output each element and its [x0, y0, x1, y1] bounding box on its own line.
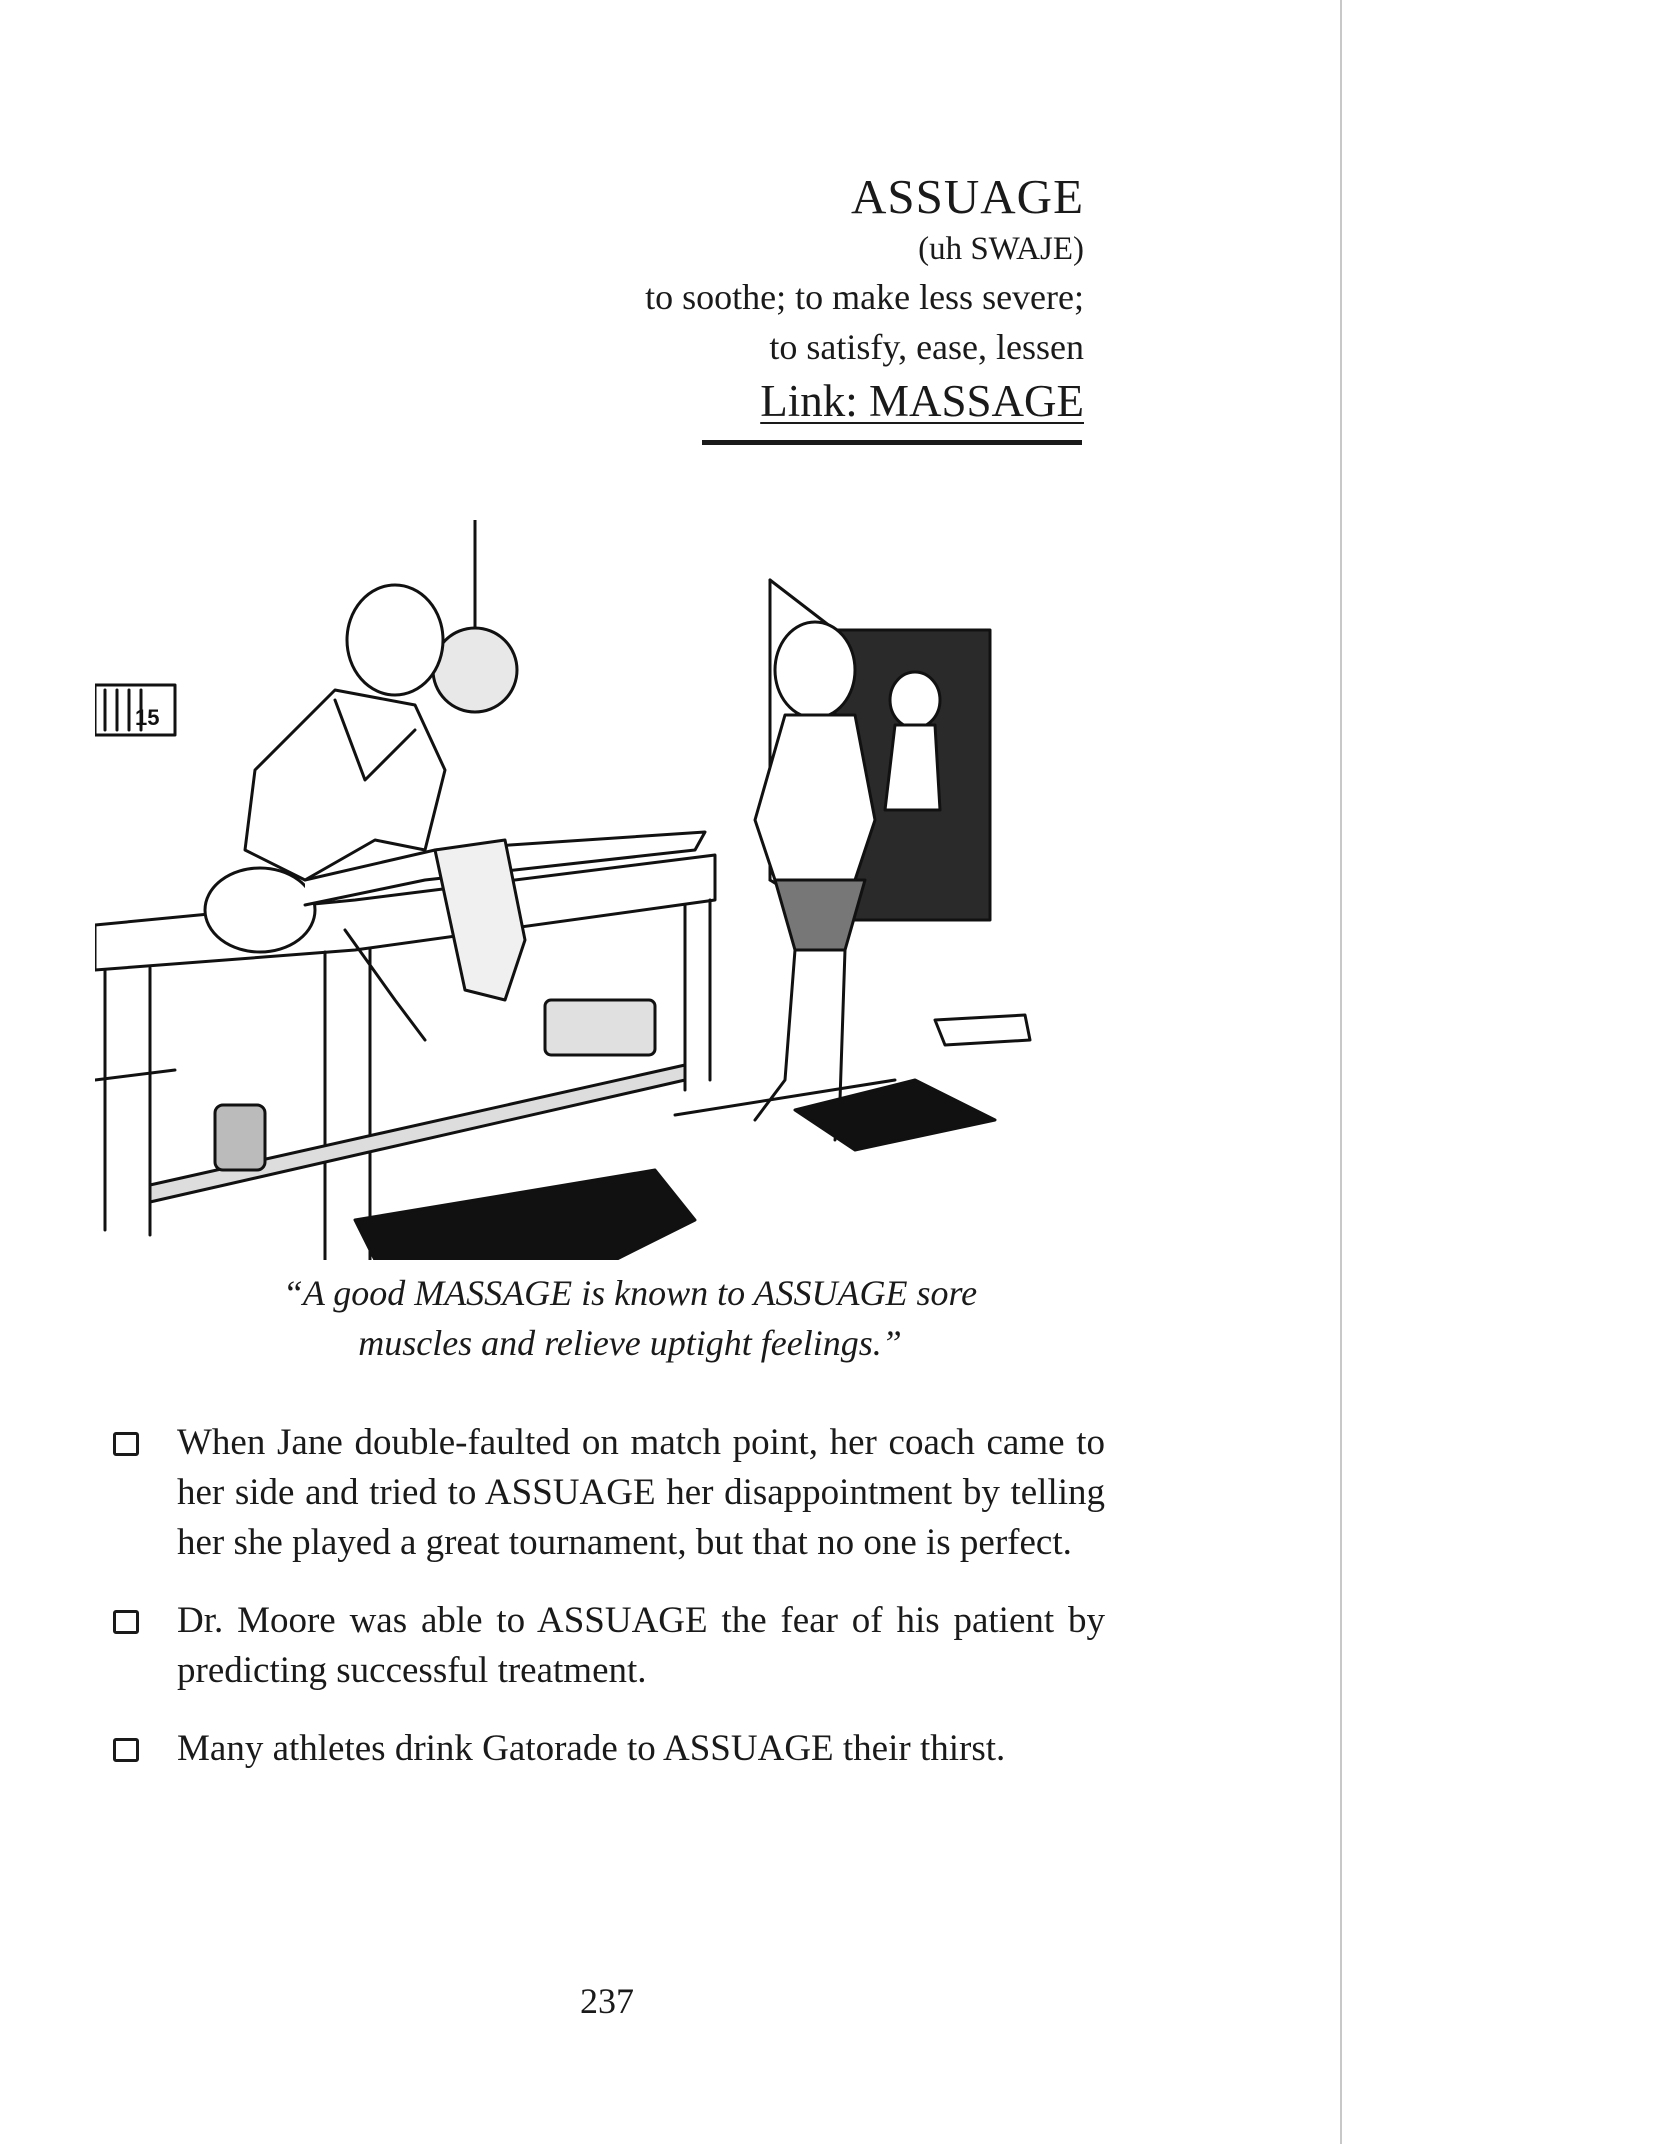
- header-rule: [702, 440, 1082, 445]
- floor-line-left: [95, 1070, 175, 1080]
- list-item: [105, 1418, 1105, 1568]
- masseur-torso: [245, 690, 445, 880]
- list-item: [105, 1596, 1105, 1696]
- masseur-head: [347, 585, 443, 695]
- floor-shadow: [355, 1170, 695, 1260]
- checkbox-icon: [113, 1432, 139, 1456]
- example-text: When Jane double-faulted on match point, her coach came to her side and tried to ASSUAGE her disappointment by telling her she played a great tournament, but that no one is perfect.: [177, 1422, 1105, 1563]
- standing-man-shorts: [775, 880, 865, 950]
- example-text: Dr. Moore was able to ASSUAGE the fear of his patient by predicting successful treatment.: [177, 1600, 1105, 1691]
- folded-towels: [545, 1000, 655, 1055]
- entry-header: [384, 168, 1084, 430]
- jar: [215, 1105, 265, 1170]
- calendar-number: 15: [135, 705, 160, 730]
- hanging-lamp: [433, 628, 517, 712]
- doorway-figure-head: [890, 672, 940, 728]
- example-text: Many athletes drink Gatorade to ASSUAGE their thirst.: [177, 1728, 1006, 1769]
- client-head: [205, 868, 315, 952]
- checkbox-icon: [113, 1610, 139, 1634]
- caption-line-2: muscles and relieve uptight feelings.”: [358, 1323, 902, 1363]
- pronunciation: (uh SWAJE): [918, 231, 1084, 267]
- definition-line-1: to soothe; to make less severe;: [645, 277, 1084, 317]
- cartoon-caption: [160, 1268, 1100, 1368]
- entry-word: ASSUAGE: [851, 169, 1084, 224]
- definition-line-2: to satisfy, ease, lessen: [769, 327, 1084, 367]
- caption-line-1: “A good MASSAGE is known to ASSUAGE sore: [282, 1273, 978, 1313]
- checkbox-icon: [113, 1738, 139, 1762]
- page-number: 237: [580, 1981, 634, 2021]
- massage-cartoon: [95, 520, 1095, 1260]
- standing-man-torso: [755, 715, 875, 880]
- doorway-figure-body: [885, 725, 940, 810]
- table-back-legs: [685, 900, 710, 1090]
- standing-man-head: [775, 622, 855, 718]
- sock-on-floor: [935, 1015, 1030, 1045]
- link-word: Link: MASSAGE: [760, 376, 1084, 426]
- example-list: [105, 1418, 1105, 1802]
- list-item: [105, 1724, 1105, 1774]
- card-number: 16: [887, 925, 905, 942]
- page-edge-line: [1340, 0, 1342, 2144]
